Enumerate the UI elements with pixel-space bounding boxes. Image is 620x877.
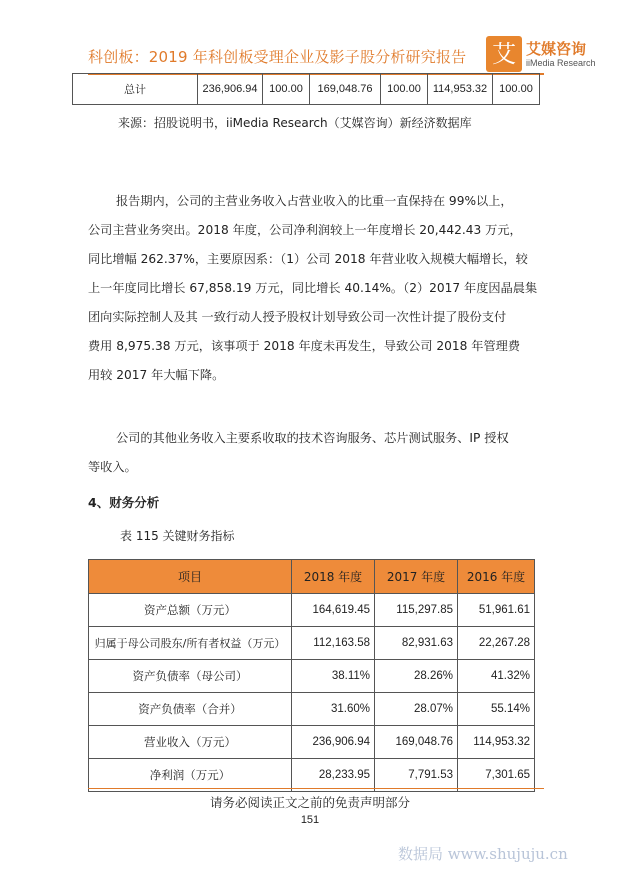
logo-mark-icon: 艾: [486, 36, 522, 72]
report-header-title: 科创板：2019 年科创板受理企业及影子股分析研究报告: [88, 48, 467, 66]
table-cell: 236,906.94: [292, 726, 375, 759]
footer-divider: [88, 788, 544, 789]
table-cell: 100.00: [381, 74, 428, 105]
paragraph-line: 同比增幅 262.37%，主要原因系：（1）公司 2018 年营业收入规模大幅增长，较: [88, 252, 528, 266]
table-row: [89, 627, 535, 660]
table-cell: 55.14%: [458, 693, 535, 726]
section-heading: 4、财务分析: [88, 495, 160, 510]
column-header: 2018 年度: [292, 560, 375, 594]
source-note: 来源：招股说明书，iiMedia Research（艾媒咨询）新经济数据库: [118, 116, 472, 130]
paragraph-line: 公司主营业务突出。2018 年度，公司净利润较上一年度增长 20,442.43 万元，: [88, 223, 522, 237]
table-cell: 82,931.63: [375, 627, 458, 660]
column-header: 2017 年度: [375, 560, 458, 594]
table-cell: 41.32%: [458, 660, 535, 693]
table-cell: 114,953.32: [458, 726, 535, 759]
row-label: 资产总额（万元）: [89, 594, 292, 627]
paragraph-line: 上一年度同比增长 67,858.19 万元，同比增长 40.14%。（2）2017 年度因晶晨集: [88, 281, 538, 295]
table-cell: 7,791.53: [375, 759, 458, 792]
paragraph-line: 等收入。: [88, 460, 137, 474]
key-financial-indicators-table: [88, 559, 535, 792]
table-cell: 7,301.65: [458, 759, 535, 792]
table-cell: 236,906.94: [198, 74, 263, 105]
paragraph-line: 用较 2017 年大幅下降。: [88, 368, 225, 382]
row-label: 营业收入（万元）: [89, 726, 292, 759]
table-cell: 22,267.28: [458, 627, 535, 660]
table-caption: 表 115 关键财务指标: [120, 529, 235, 543]
table-row: [73, 74, 540, 105]
table-cell: 31.60%: [292, 693, 375, 726]
table-cell: 100.00: [493, 74, 540, 105]
table-cell: 28,233.95: [292, 759, 375, 792]
table-row: [89, 660, 535, 693]
table-cell: 112,163.58: [292, 627, 375, 660]
table-cell: 114,953.32: [428, 74, 493, 105]
row-label: 净利润（万元）: [89, 759, 292, 792]
table-header-row: [89, 560, 535, 594]
row-label: 资产负债率（合并）: [89, 693, 292, 726]
disclaimer-notice: 请务必阅读正文之前的免责声明部分: [209, 795, 410, 810]
paragraph-main-business: [88, 187, 544, 390]
table-cell: 总计: [73, 74, 198, 105]
table-cell: 38.11%: [292, 660, 375, 693]
column-header: 2016 年度: [458, 560, 535, 594]
table-cell: 164,619.45: [292, 594, 375, 627]
table-row: [89, 759, 535, 792]
paragraph-line: 团向实际控制人及其 一致行动人授予股权计划导致公司一次性计提了股份支付: [88, 310, 507, 324]
page-number: 151: [300, 814, 320, 826]
table-row: [89, 693, 535, 726]
table-row: [89, 594, 535, 627]
table-row: [89, 726, 535, 759]
logo-english-name: iiMedia Research: [526, 58, 596, 68]
table-cell: 169,048.76: [310, 74, 381, 105]
table-cell: 169,048.76: [375, 726, 458, 759]
table-cell: 51,961.61: [458, 594, 535, 627]
table-cell: 28.07%: [375, 693, 458, 726]
table-cell: 100.00: [263, 74, 310, 105]
paragraph-line: 报告期内，公司的主营业务收入占营业收入的比重一直保持在 99%以上，: [116, 194, 513, 208]
logo-chinese-name: 艾媒咨询: [526, 40, 587, 58]
paragraph-line: 费用 8,975.38 万元，该事项于 2018 年度未再发生，导致公司 2018 年管理费: [88, 339, 521, 353]
table-cell: 115,297.85: [375, 594, 458, 627]
site-watermark: 数据局 www.shujuju.cn: [398, 845, 568, 863]
row-label: 归属于母公司股东/所有者权益（万元）: [89, 627, 292, 660]
table-cell: 28.26%: [375, 660, 458, 693]
column-header: 项目: [89, 560, 292, 594]
row-label: 资产负债率（母公司）: [89, 660, 292, 693]
iimedia-logo: [486, 36, 598, 76]
continued-revenue-table: [72, 73, 540, 105]
paragraph-line: 公司的其他业务收入主要系收取的技术咨询服务、芯片测试服务、IP 授权: [116, 431, 509, 445]
paragraph-other-business: [88, 424, 544, 482]
